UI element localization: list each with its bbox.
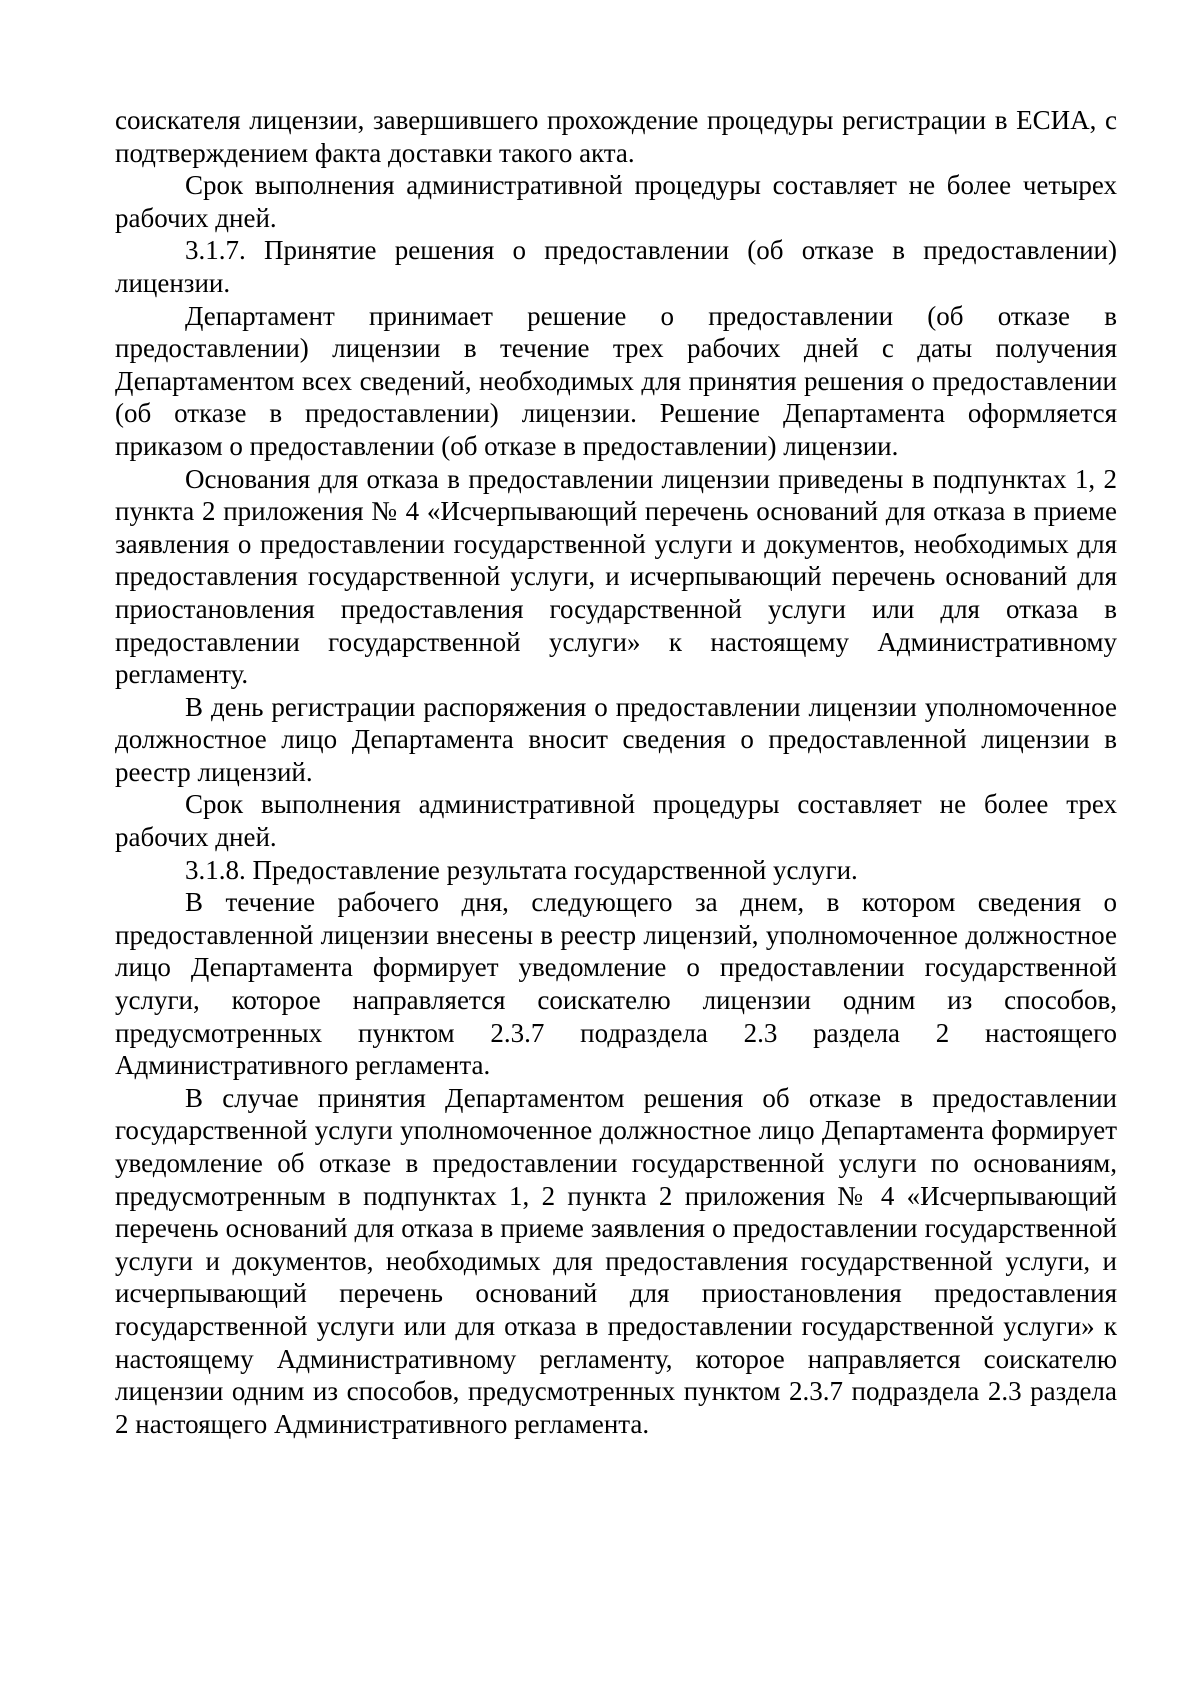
section-heading-3-1-8: 3.1.8. Предоставление результата государственной услуги.	[185, 854, 858, 885]
paragraph-registry-entry: В день регистрации распоряжения о предоставлении лицензии уполномоченное должностное лицо Департамента вносит сведения о предоставленной лицензии в реестр лицензий.	[115, 691, 1117, 787]
paragraph-notification: В течение рабочего дня, следующего за днем, в котором сведения о предоставленной лицензии внесены в реестр лицензий, уполномоченное должностное лицо Департамента формирует уведомление о предоставлении государственной услуги, которое направляется соискателю лицензии одним из способов, предусмотренных пунктом 2.3.7 подраздела 2.3 раздела 2 настоящего Административного регламента.	[115, 887, 1117, 1081]
paragraph-refusal-notification: В случае принятия Департаментом решения об отказе в предоставлении государственной услуги уполномоченное должностное лицо Департамента формирует уведомление об отказе в предоставлении государственной услуги по основаниям, предусмотренным в подпунктах 1, 2 пункта 2 приложения № 4 «Исчерпывающий перечень оснований для отказа в приеме заявления о предоставлении государственной услуги и документов, необходимых для предоставления государственной услуги, и исчерпывающий перечень оснований для приостановления предоставления государственной услуги или для отказа в предоставлении государственной услуги» к настоящему Административному регламенту, которое направляется соискателю лицензии одним из способов, предусмотренных пунктом 2.3.7 подраздела 2.3 раздела 2 настоящего Административного регламента.	[115, 1082, 1117, 1439]
paragraph-procedure-duration: Срок выполнения административной процедуры составляет не более четырех рабочих дней.	[115, 170, 1117, 233]
document-page	[115, 104, 1117, 1440]
section-heading-3-1-7: 3.1.7. Принятие решения о предоставлении (об отказе в предоставлении) лицензии.	[115, 235, 1117, 298]
paragraph-department-decision: Департамент принимает решение о предоставлении (об отказе в предоставлении) лицензии в течение трех рабочих дней с даты получения Департаментом всех сведений, необходимых для принятия решения о предоставлении (об отказе в предоставлении) лицензии. Решение Департамента оформляется приказом о предоставлении (об отказе в предоставлении) лицензии.	[115, 300, 1117, 461]
paragraph-refusal-grounds: Основания для отказа в предоставлении лицензии приведены в подпунктах 1, 2 пункта 2 приложения № 4 «Исчерпывающий перечень оснований для отказа в приеме заявления о предоставлении государственной услуги и документов, необходимых для предоставления государственной услуги, и исчерпывающий перечень оснований для приостановления предоставления государственной услуги или для отказа в предоставлении государственной услуги» к настоящему Административному регламенту.	[115, 463, 1117, 690]
paragraph-procedure-duration-2: Срок выполнения административной процедуры составляет не более трех рабочих дней.	[115, 789, 1117, 853]
paragraph-continuation: соискателя лицензии, завершившего прохождение процедуры регистрации в ЕСИА, с подтверждением факта доставки такого акта.	[115, 105, 1117, 168]
